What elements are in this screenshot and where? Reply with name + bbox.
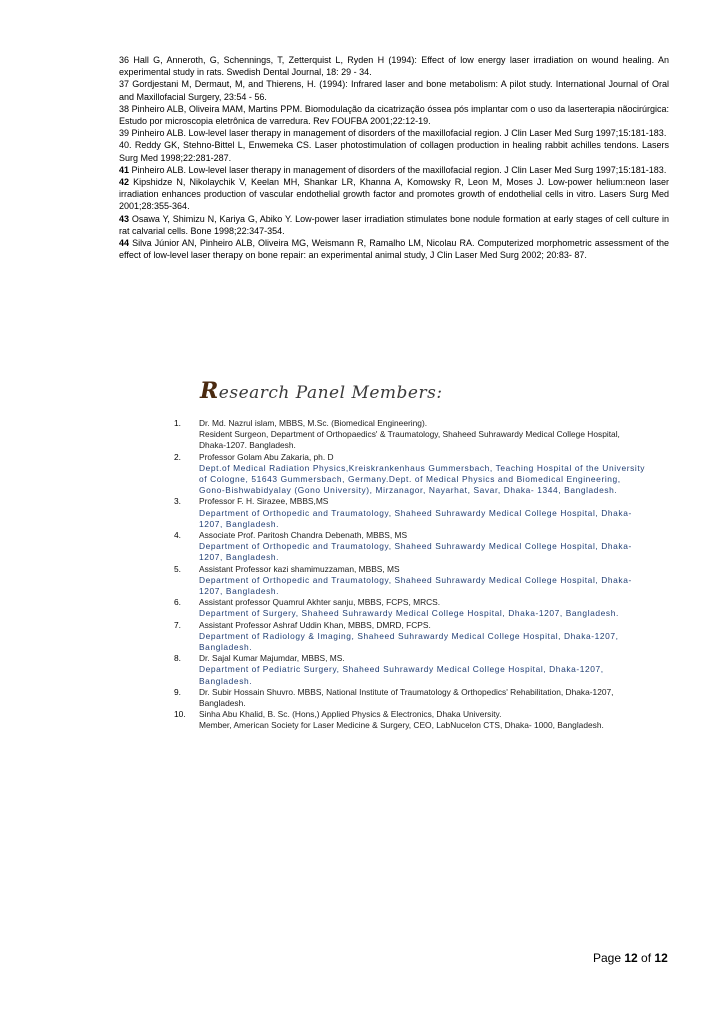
member-details bbox=[199, 620, 670, 654]
member-line: Department of Orthopedic and Traumatology, Shaheed Suhrawardy Medical College Hospital, Dhaka- bbox=[199, 574, 632, 585]
member-details bbox=[199, 687, 670, 709]
member-number: 1. bbox=[174, 418, 181, 428]
member-line: Gono-Bishwabidyalay (Gono University), Mirzanagor, Nayarhat, Savar, Dhaka- 1344, Bangladesh. bbox=[199, 485, 618, 496]
member-line: 1207, Bangladesh. bbox=[199, 518, 280, 529]
member-line: Dr. Sajal Kumar Majumdar, MBBS, MS. bbox=[199, 653, 345, 664]
member-line: Department of Pediatric Surgery, Shaheed Suhrawardy Medical College Hospital, Dhaka-1207, bbox=[199, 664, 604, 675]
member-line: Professor F. H. Sirazee, MBBS,MS bbox=[199, 496, 329, 507]
member-line: Department of Surgery, Shaheed Suhrawardy Medical College Hospital, Dhaka-1207, Bangladesh. bbox=[199, 608, 619, 619]
page-label: Page bbox=[593, 951, 625, 965]
member-number: 2. bbox=[174, 451, 181, 462]
member-number: 4. bbox=[174, 530, 181, 541]
member-line: Assistant professor Quamrul Akhter sanju, MBBS, FCPS, MRCS. bbox=[199, 597, 441, 608]
reference-item bbox=[119, 78, 669, 102]
member-line: Department of Orthopedic and Traumatology, Shaheed Suhrawardy Medical College Hospital, Dhaka- bbox=[199, 541, 632, 552]
member-line: Department of Radiology & Imaging, Shaheed Suhrawardy Medical College Hospital, Dhaka-1207, bbox=[199, 630, 619, 641]
member-details bbox=[199, 530, 670, 564]
member-number: 10. bbox=[174, 709, 186, 720]
member-details bbox=[199, 597, 670, 619]
panel-member bbox=[174, 620, 670, 654]
member-line: Dr. Md. Nazrul islam, MBBS, M.Sc. (Biomedical Engineering). bbox=[199, 418, 428, 428]
member-line: Bangladesh. bbox=[199, 698, 246, 709]
member-line: Assistant Professor kazi shamimuzzaman, MBBS, MS bbox=[199, 563, 400, 574]
panel-member bbox=[174, 496, 670, 530]
reference-item bbox=[119, 164, 669, 176]
member-number: 8. bbox=[174, 653, 181, 664]
reference-number: 39 bbox=[119, 128, 130, 139]
reference-number: 40. bbox=[119, 140, 132, 151]
member-number: 6. bbox=[174, 597, 181, 608]
reference-number: 36 bbox=[119, 55, 130, 65]
member-line: Assistant Professor Ashraf Uddin Khan, MBBS, DMRD, FCPS. bbox=[199, 619, 431, 630]
reference-number: 44 bbox=[119, 238, 130, 249]
panel-heading-initial: R bbox=[200, 378, 219, 404]
reference-item bbox=[119, 127, 669, 139]
member-details bbox=[199, 418, 670, 452]
reference-item bbox=[119, 237, 669, 261]
member-number: 5. bbox=[174, 563, 181, 574]
reference-number: 41 bbox=[119, 164, 130, 175]
reference-item bbox=[119, 139, 669, 163]
panel-member bbox=[174, 653, 670, 687]
member-line: Resident Surgeon, Department of Orthopaedics' & Traumatology, Shaheed Suhrawardy Medical College Hospital, bbox=[199, 429, 620, 440]
reference-text: Pinheiro ALB. Low-level laser therapy in management of disorders of the maxillofacial region. J Clin Laser Med Surg 1997;15:181-183. bbox=[129, 128, 667, 139]
panel-members-list bbox=[174, 418, 670, 732]
page-of-label: of bbox=[637, 951, 655, 965]
member-line: Professor Golam Abu Zakaria, ph. D bbox=[199, 451, 334, 462]
reference-item bbox=[119, 213, 669, 237]
reference-number: 37 bbox=[119, 79, 130, 90]
reference-number: 42 bbox=[119, 177, 130, 188]
member-line: 1207, Bangladesh. bbox=[199, 552, 280, 563]
reference-text: Pinheiro ALB, Oliveira MAM, Martins PPM. Biomodulação da cicatrização óssea pós implantar com o uso da laserterapia nãocirúrgica: Estudo por microscopia eletrônica de varredura. Rev FOUFBA 2001;22:12-19. bbox=[119, 103, 669, 127]
member-line: Associate Prof. Paritosh Chandra Debenath, MBBS, MS bbox=[199, 530, 408, 541]
reference-text: Pinheiro ALB. Low-level laser therapy in management of disorders of the maxillofacial region. J Clin Laser Med Surg 1997;15:181-183. bbox=[129, 164, 667, 175]
reference-text: Silva Júnior AN, Pinheiro ALB, Oliveira MG, Weismann R, Ramalho LM, Nicolau RA. Computerized morphometric assessment of the effect of low-level laser therapy on bone repair: an experimental animal study, J Clin Laser Med Surg 2002; 20:83- 87. bbox=[119, 238, 669, 261]
panel-member bbox=[174, 452, 670, 497]
panel-member bbox=[174, 709, 670, 731]
reference-list bbox=[119, 54, 669, 261]
member-line: Dhaka-1207. Bangladesh. bbox=[199, 440, 296, 451]
reference-text: Reddy GK, Stehno-Bittel L, Enwemeka CS. Laser photostimulation of collagen production in healing rabbit achilles tendons. Lasers Surg Med 1998;22:281-287. bbox=[119, 140, 669, 163]
reference-number: 38 bbox=[119, 103, 130, 114]
member-line: of Cologne, 51643 Gummersbach, Germany.Dept. of Medical Physics and Biomedical Engineering, bbox=[199, 474, 621, 485]
panel-member bbox=[174, 530, 670, 564]
member-line: Dr. Subir Hossain Shuvro. MBBS, National Institute of Traumatology & Orthopedics' Rehabilitation, Dhaka-1207, bbox=[199, 686, 614, 697]
member-line: Department of Orthopedic and Traumatology, Shaheed Suhrawardy Medical College Hospital, Dhaka- bbox=[199, 507, 632, 518]
page-total: 12 bbox=[654, 951, 668, 965]
member-details bbox=[199, 653, 670, 687]
reference-item bbox=[119, 54, 669, 78]
member-line: 1207, Bangladesh. bbox=[199, 586, 280, 597]
reference-text: Osawa Y, Shimizu N, Kariya G, Abiko Y. Low-power laser irradiation stimulates bone nodule formation at early stages of cell culture in rat calvarial cells. Bone 1998;22:347-354. bbox=[119, 213, 669, 236]
panel-member bbox=[174, 687, 670, 709]
reference-text: Hall G, Anneroth, G, Schennings, T, Zetterquist L, Ryden H (1994): Effect of low energy laser irradiation on wound healing. An experimental study in rats. Swedish Dental Journal, 18: 29 - 34. bbox=[119, 55, 669, 78]
reference-text: Kipshidze N, Nikolaychik V, Keelan MH, Shankar LR, Khanna A, Komowsky R, Leon M, Moses J. Low-power helium:neon laser irradiation enhances production of vascular endothelial growth factor and promotes growth of endothelial cells in vitro. Lasers Surg Med 2001;28:355-364. bbox=[119, 177, 669, 212]
member-number: 9. bbox=[174, 686, 181, 697]
panel-member bbox=[174, 418, 670, 452]
member-line: Bangladesh. bbox=[199, 675, 253, 686]
member-details bbox=[199, 452, 670, 497]
member-number: 3. bbox=[174, 496, 181, 507]
page-current: 12 bbox=[624, 951, 638, 965]
member-line: Bangladesh. bbox=[199, 642, 253, 653]
member-details bbox=[199, 564, 670, 598]
member-line: Dept.of Medical Radiation Physics,Kreiskrankenhaus Gummersbach, Teaching Hospital of the University bbox=[199, 462, 646, 473]
reference-item bbox=[119, 176, 669, 213]
member-number: 7. bbox=[174, 619, 181, 630]
reference-number: 43 bbox=[119, 213, 130, 224]
panel-member bbox=[174, 597, 670, 619]
reference-text: Gordjestani M, Dermaut, M, and Thierens, H. (1994): Infrared laser and bone metabolism: A pilot study. International Journal of Oral and Maxillofacial Surgery, 23:54 - 56. bbox=[119, 79, 669, 102]
member-details bbox=[199, 496, 670, 530]
member-line: Sinha Abu Khalid, B. Sc. (Hons,) Applied Physics & Electronics, Dhaka University. bbox=[199, 709, 502, 720]
page-footer bbox=[593, 951, 668, 965]
panel-heading-rest: esearch Panel Members: bbox=[218, 383, 443, 403]
reference-item bbox=[119, 103, 669, 127]
panel-member bbox=[174, 564, 670, 598]
member-line: Member, American Society for Laser Medicine & Surgery, CEO, LabNucelon CTS, Dhaka- 1000, Bangladesh. bbox=[199, 720, 604, 731]
panel-heading bbox=[200, 378, 443, 404]
member-details bbox=[199, 709, 670, 731]
